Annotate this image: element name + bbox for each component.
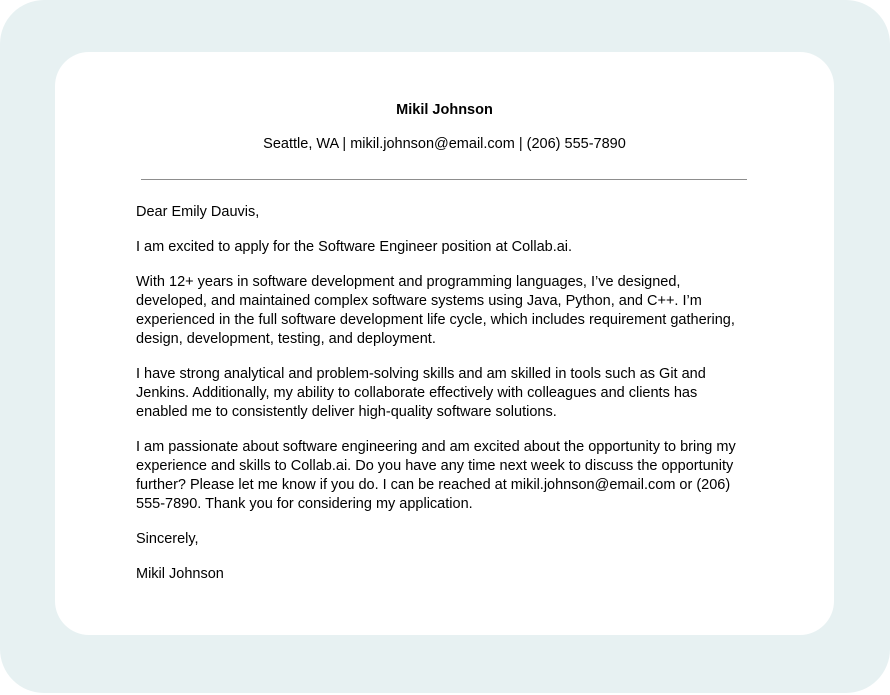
paragraph-skills: I have strong analytical and problem-solving skills and am skilled in tools such as Git and Jenkins. Additionally, my ability to collaborate effectively with colleagues and clients has enabled me to consistently deliver high-quality software solutions. [136,366,706,420]
salutation: Dear Emily Dauvis, [136,204,260,220]
closing: Sincerely, [136,531,199,547]
header-divider [141,179,747,180]
cover-letter-card [55,52,834,635]
letter-body [136,203,746,600]
signature: Mikil Johnson [136,566,224,582]
paragraph-experience: With 12+ years in software development and programming languages, I’ve designed, developed, and maintained complex software systems using Java, Python, and C++. I’m experienced in the full software development life cycle, which includes requirement gathering, design, development, testing, and deployment. [136,274,735,347]
paragraph-closing-request: I am passionate about software engineering and am excited about the opportunity to bring my experience and skills to Collab.ai. Do you have any time next week to discuss the opportunity further? Please let me know if you do. I can be reached at mikil.johnson@email.com or (206) 555-7890. Thank you for considering my application. [136,439,736,512]
applicant-name-heading: Mikil Johnson [396,102,493,118]
contact-info-line: Seattle, WA | mikil.johnson@email.com | (206) 555-7890 [263,136,626,152]
paragraph-intro: I am excited to apply for the Software Engineer position at Collab.ai. [136,239,573,255]
